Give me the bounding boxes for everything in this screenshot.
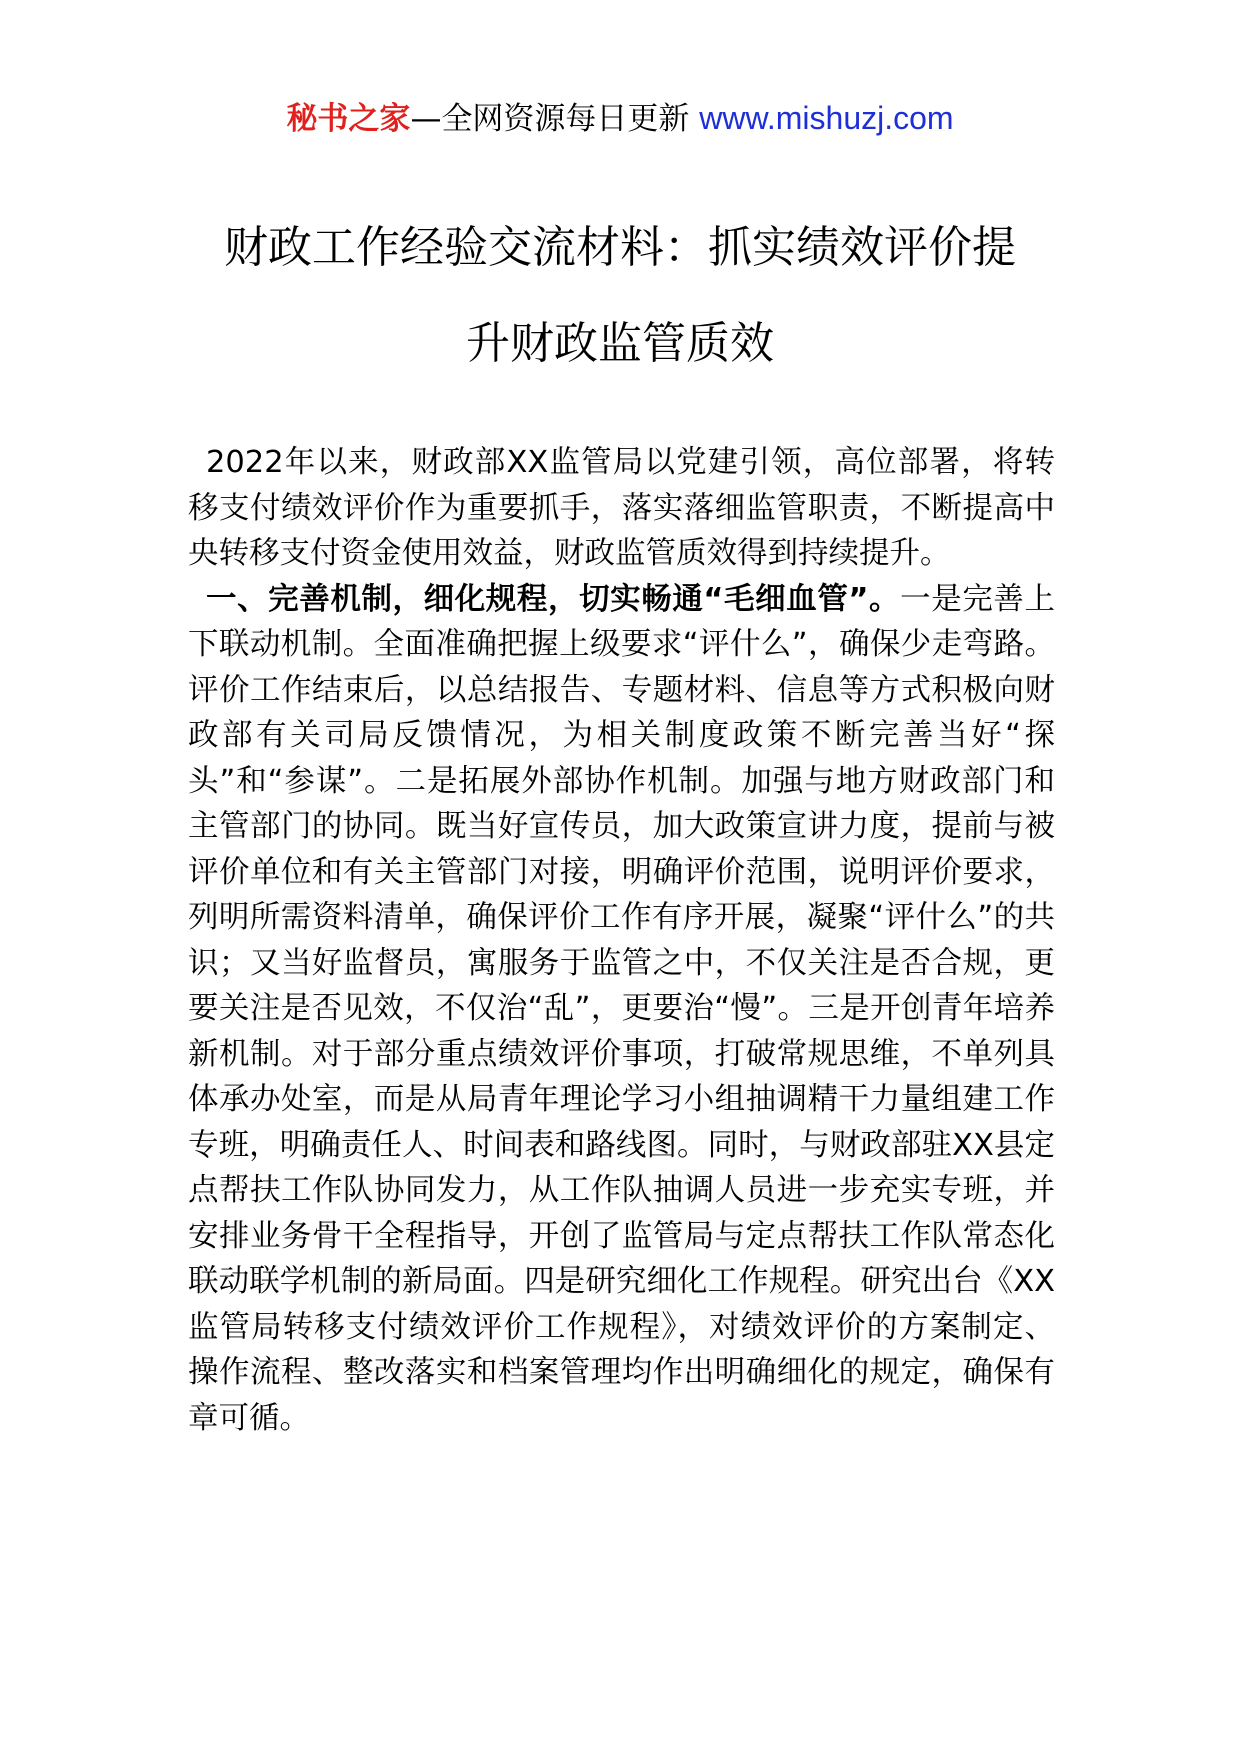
paragraph-intro-text: 2022年以来，财政部XX监管局以党建引领，高位部署，将转移支付绩效评价作为重要抓手，落实落细监管职责，不断提高中央转移支付资金使用效益，财政监管质效得到持续提升。 [188, 445, 1055, 571]
paragraph-section-1 [188, 577, 1055, 1442]
site-brand: 秘书之家 [286, 101, 411, 137]
site-tagline: —全网资源每日更新 [410, 101, 700, 137]
document-title [160, 200, 1080, 392]
section-1-heading: 一、完善机制，细化规程，切实畅通“毛细血管”。 [206, 581, 901, 617]
paragraph-intro [188, 440, 1055, 577]
section-1-text: 一是完善上下联动机制。全面准确把握上级要求“评什么”，确保少走弯路。评价工作结束后，以总结报告、专题材料、信息等方式积极向财政部有关司局反馈情况，为相关制度政策不断完善当好“探头”和“参谋”。二是拓展外部协作机制。加强与地方财政部门和主管部门的协同。既当好宣传员，加大政策宣讲力度，提前与被评价单位和有关主管部门对接，明确评价范围，说明评价要求，列明所需资料清单，确保评价工作有序开展，凝聚“评什么”的共识；又当好监督员，寓服务于监管之中，不仅关注是否合规，更要关注是否见效，不仅治“乱”，更要治“慢”。三是开创青年培养新机制。对于部分重点绩效评价事项，打破常规思维，不单列具体承办处室，而是从局青年理论学习小组抽调精干力量组建工作专班，明确责任人、时间表和路线图。同时，与财政部驻XX县定点帮扶工作队协同发力，从工作队抽调人员进一步充实专班，并安排业务骨干全程指导，开创了监管局与定点帮扶工作队常态化联动联学机制的新局面。四是研究细化工作规程。研究出台《XX监管局转移支付绩效评价工作规程》，对绩效评价的方案制定、操作流程、整改落实和档案管理均作出明确细化的规定，确保有章可循。 [188, 581, 1055, 1436]
title-line-2: 升财政监管质效 [466, 318, 774, 369]
site-header [0, 98, 1240, 139]
document-body [188, 440, 1055, 1441]
title-line-1: 财政工作经验交流材料：抓实绩效评价提 [224, 222, 1016, 273]
site-url-link[interactable]: www.mishuzj.com [699, 100, 954, 136]
